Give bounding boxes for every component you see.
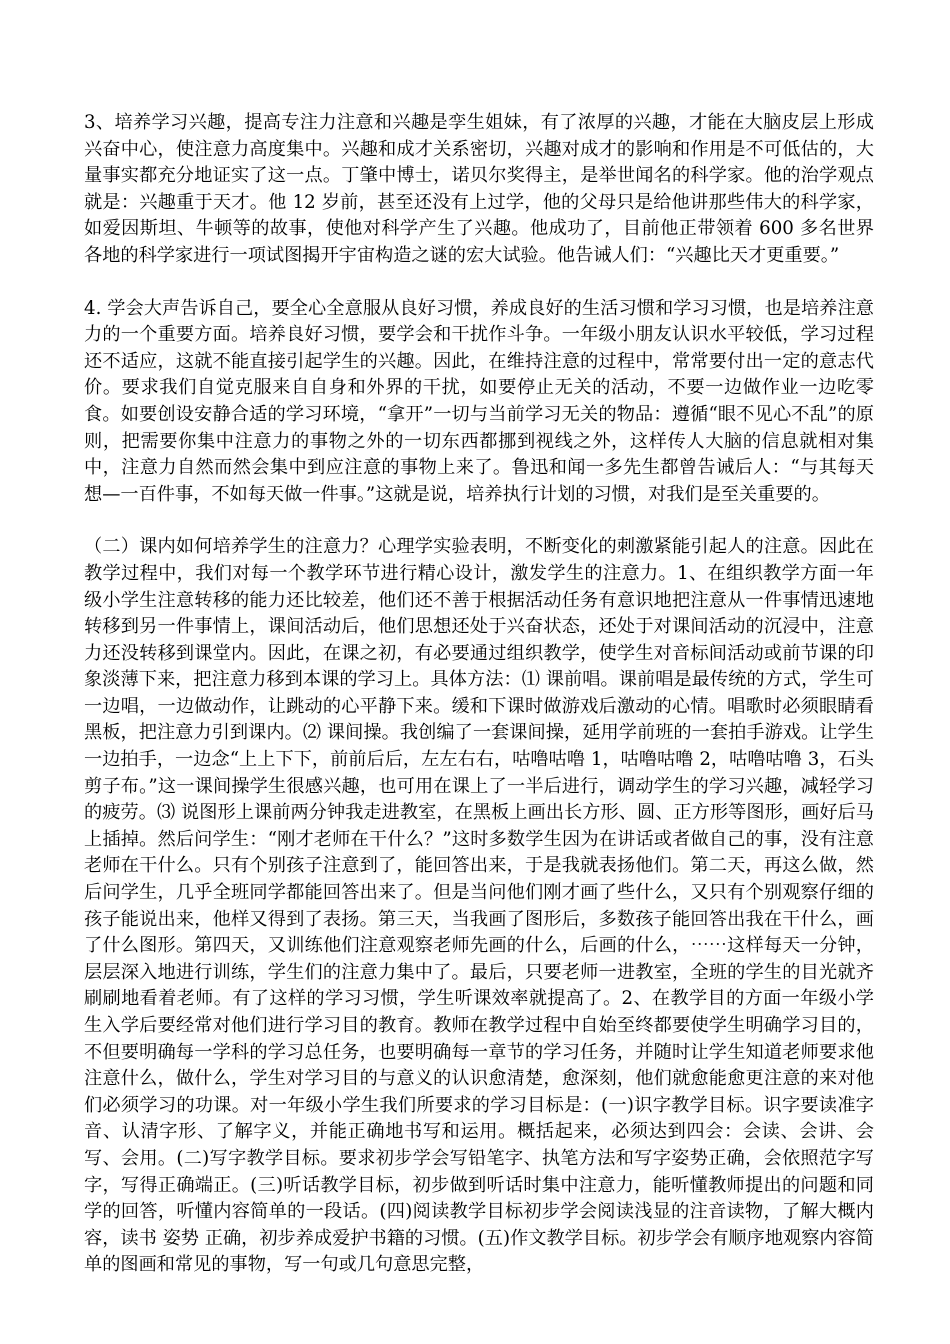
- paragraph-interest: 3、培养学习兴趣，提高专注力注意和兴趣是孪生姐妹，有了浓厚的兴趣，才能在大脑皮层上形成兴奋中心，使注意力高度集中。兴趣和成才关系密切，兴趣对成才的影响和作用是不可低估的，大量事实都充分地证实了这一点。丁肇中博士，诺贝尔奖得主，是举世闻名的科学家。他的治学观点就是：兴趣重于天才。他 12 岁前，甚至还没有上过学，他的父母只是给他讲那些伟大的科学家，如爱因斯坦、牛顿等的故事，使他对科学产生了兴趣。他成功了，目前他正带领着 600 多名世界各地的科学家进行一项试图揭开宇宙构造之谜的宏大试验。他告诫人们：“兴趣比天才更重要。”: [84, 112, 874, 266]
- paragraph-habits: 4. 学会大声告诉自己，要全心全意服从良好习惯，养成良好的生活习惯和学习习惯，也是培养注意力的一个重要方面。培养良好习惯，要学会和干扰作斗争。一年级小朋友认识水平较低，学习过程还不适应，这就不能直接引起学生的兴趣。因此，在维持注意的过程中，常常要付出一定的意志代价。要求我们自觉克服来自自身和外界的干扰，如要停止无关的活动，不要一边做作业一边吃零食。如要创设安静合适的学习环境，“拿开”一切与当前学习无关的物品：遵循“眼不见心不乱”的原则，把需要你集中注意力的事物之外的一切东西都挪到视线之外，这样传人大脑的信息就相对集中，注意力自然而然会集中到应注意的事物上来了。鲁迅和闻一多先生都曾告诫后人：“与其每天想—一百件事，不如每天做一件事。”这就是说，培养执行计划的习惯，对我们是至关重要的。: [84, 297, 874, 505]
- paragraph-classroom-attention: （二）课内如何培养学生的注意力？心理学实验表明，不断变化的刺激紧能引起人的注意。因此在教学过程中，我们对每一个教学环节进行精心设计，激发学生的注意力。1、在组织教学方面一年级小学生注意转移的能力还比较差，他们还不善于根据活动任务有意识地把注意从一件事情迅速地转移到另一件事情上，课间活动后，他们思想还处于兴奋状态，还处于对课间活动的沉浸中，注意力还没转移到课堂内。因此，在课之初，有必要通过组织教学，使学生对音标间活动或前节课的印象淡薄下来，把注意力移到本课的学习上。具体方法：⑴ 课前唱。课前唱是最传统的方式，学生可一边唱，一边做动作，让跳动的心平静下来。缓和下课时做游戏后激动的心情。唱歌时必须眼睛看黑板，把注意力引到课内。⑵ 课间操。我创编了一套课间操，延用学前班的一套拍手游戏。让学生一边拍手，一边念“上上下下，前前后后，左左右右，咕噜咕噜 1，咕噜咕噜 2，咕噜咕噜 3，石头剪子布。”这一课间操学生很感兴趣，也可用在课上了一半后进行，调动学生的学习兴趣，减轻学习的疲劳。⑶ 说图形上课前两分钟我走进教室，在黑板上画出长方形、圆、正方形等图形，画好后马上插掉。然后问学生：“刚才老师在干什么？”这时多数学生因为在讲话或者做自己的事，没有注意老师在干什么。只有个别孩子注意到了，能回答出来，于是我就表扬他们。第二天，再这么做，然后问学生，几乎全班同学都能回答出来了。但是当问他们刚才画了些什么，又只有个别观察仔细的孩子能说出来，他样又得到了表扬。第三天，当我画了图形后，多数孩子能回答出我在干什么，画了什么图形。第四天，又训练他们注意观察老师先画的什么，后画的什么，⋯⋯这样每天一分钟，层层深入地进行训练，学生们的注意力集中了。最后，只要老师一进教室，全班的学生的目光就齐刷刷地看着老师。有了这样的学习习惯，学生听课效率就提高了。2、在教学目的方面一年级小学生入学后要经常对他们进行学习目的教育。教师在教学过程中自始至终都要使学生明确学习目的，不但要明确每一学科的学习总任务，也要明确每一章节的学习任务，并随时让学生知道老师要求他注意什么，做什么，学生对学习目的与意义的认识愈清楚，愈深刻，他们就愈能愈更注意的来对他们必须学习的功课。对一年级小学生我们所要求的学习目标是：(一)识字教学目标。识字要读准字音、认清字形、了解字义，并能正确地书写和运用。概括起来，必须达到四会：会读、会讲、会写、会用。(二)写字教学目标。要求初步学会写铅笔字、执笔方法和写字姿势正确，会依照范字写字，写得正确端正。(三)听话教学目标，初步做到听话时集中注意力，能听懂教师提出的问题和同学的回答，听懂内容简单的一段话。(四)阅读教学目标初步学会阅读浅显的注音读物，了解大概内容，读书 姿势 正确，初步养成爱护书籍的习惯。(五)作文教学目标。初步学会有顺序地观察内容简单的图画和常见的事物，写一句或几句意思完整，: [84, 536, 874, 1276]
- document-page: [84, 110, 874, 1279]
